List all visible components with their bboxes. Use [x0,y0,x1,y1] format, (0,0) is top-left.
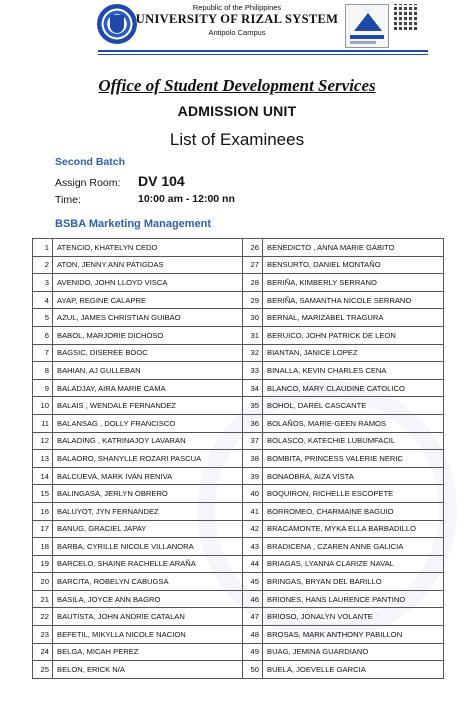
table-row [33,239,444,257]
examinee-name-right: BUELA, JOEVELLE GARCIA [263,661,444,679]
row-number-right: 33 [243,362,263,380]
row-number-right: 32 [243,344,263,362]
row-number-right: 43 [243,538,263,556]
examinee-name-left: BABOL, MARJORIE DICHOSO [53,326,243,344]
examinee-name-right: BONAOBRA, AIZA VISTA [263,467,444,485]
table-row [33,362,444,380]
row-number-left: 3 [33,274,53,292]
row-number-right: 45 [243,573,263,591]
row-number-left: 2 [33,256,53,274]
row-number-right: 49 [243,643,263,661]
university-name: UNIVERSITY OF RIZAL SYSTEM [135,12,339,26]
examinee-name-right: BERNAL, MARIZABEL TRAGURA [263,309,444,327]
row-number-right: 31 [243,326,263,344]
examinee-name-left: BARCITA, ROBELYN CABUGSA [53,573,243,591]
examinee-name-left: BASILA, JOYCE ANN BAGRO [53,590,243,608]
examinee-name-right: BROSAS, MARK ANTHONY PABILLON [263,626,444,644]
row-number-right: 39 [243,467,263,485]
examinee-name-left: BANUG, GRACIEL JAPAY [53,520,243,538]
examinee-name-right: BRINGAS, BRYAN DEL BARILLO [263,573,444,591]
row-number-right: 42 [243,520,263,538]
examinee-name-right: BIANTAN, JANICE LOPEZ [263,344,444,362]
row-number-left: 25 [33,661,53,679]
row-number-right: 30 [243,309,263,327]
examinee-name-right: BOLASCO, KATECHIE LUBUMFACIL [263,432,444,450]
examinee-name-right: BOLAÑOS, MARIE-GEEN RAMOS [263,414,444,432]
assign-room-label: Assign Room: [55,177,121,189]
letterhead [0,0,474,72]
examinee-name-left: BARBA, CYRILLE NICOLE VILLANORA [53,538,243,556]
examinee-name-left: BAHIAN, AJ GULLEBAN [53,362,243,380]
examinee-name-left: AZUL, JAMES CHRISTIAN GUIBAO [53,309,243,327]
table-row [33,502,444,520]
table-row [33,626,444,644]
examinee-name-right: BENEDICTO , ANNA MARIE GABITO [263,239,444,257]
examinee-name-left: ATENCIO, KHATELYN CEDO [53,239,243,257]
row-number-left: 17 [33,520,53,538]
table-row [33,467,444,485]
cert-bar [350,35,384,39]
row-number-left: 11 [33,414,53,432]
office-title: Office of Student Development Services [98,76,376,95]
examinee-name-left: BALUYOT, JYN FERNANDEZ [53,502,243,520]
examinee-name-left: BALAIS , WENDALE FERNANDEZ [53,397,243,415]
examinee-name-left: BALAOING , KATRINAJOY LAVARAN [53,432,243,450]
header-rule [98,50,428,52]
row-number-right: 29 [243,291,263,309]
examinee-name-right: BUAG, JEMINA GUARDIANO [263,643,444,661]
table-row [33,485,444,503]
table-row [33,450,444,468]
table-row [33,520,444,538]
time-label: Time: [55,194,81,206]
row-number-right: 38 [243,450,263,468]
certification-badge-logo [345,4,389,48]
republic-label: Republic of the Philippines [192,3,282,12]
examinee-name-left: AYAP, REGINE CALAPRE [53,291,243,309]
examinee-name-right: BOQUIRON, RICHELLE ESCOPETE [263,485,444,503]
batch-label: Second Batch [55,156,126,168]
row-number-right: 28 [243,274,263,292]
examinee-name-left: BAUTISTA, JOHN ANDRIE CATALAN [53,608,243,626]
table-row [33,538,444,556]
campus-name: Antipolo Campus [208,28,266,37]
examinee-name-left: BALADJAY, AIRA MARIE CAMA [53,379,243,397]
examinee-name-right: BOHOL, DAREL CASCANTE [263,397,444,415]
row-number-right: 46 [243,590,263,608]
table-row [33,274,444,292]
table-row [33,326,444,344]
table-row [33,344,444,362]
table-row [33,291,444,309]
table-row [33,661,444,679]
assign-room-value: DV 104 [138,173,185,189]
row-number-left: 7 [33,344,53,362]
examinee-name-right: BERIÑA, SAMANTHA NICOLE SERRANO [263,291,444,309]
examinee-name-right: BRIONES, HANS LAURENCE PANTINO [263,590,444,608]
examinee-name-left: BAGSIC, DISEREE BOOC [53,344,243,362]
row-number-left: 4 [33,291,53,309]
examinees-table [32,238,444,679]
table-row [33,432,444,450]
examinee-name-left: BEFETIL, MIKYLLA NICOLE NACION [53,626,243,644]
table-row [33,309,444,327]
table-row [33,555,444,573]
row-number-right: 44 [243,555,263,573]
examinees-table-body [33,239,444,679]
examinee-name-left: BALINGASA, JERLYN OBRERO [53,485,243,503]
examinee-name-left: AVENIDO, JOHN LLOYD VISCA [53,274,243,292]
table-row [33,379,444,397]
program-name: BSBA Marketing Management [55,218,212,230]
row-number-left: 16 [33,502,53,520]
row-number-right: 50 [243,661,263,679]
table-row [33,643,444,661]
table-row [33,590,444,608]
cert-bar-secondary [350,41,376,44]
examinee-name-right: BORROMEO, CHARMAINE BAGUIO [263,502,444,520]
row-number-left: 9 [33,379,53,397]
row-number-left: 6 [33,326,53,344]
row-number-left: 14 [33,467,53,485]
table-row [33,573,444,591]
row-number-right: 27 [243,256,263,274]
examinee-name-right: BRACAMONTE, MYKA ELLA BARBADILLO [263,520,444,538]
row-number-left: 8 [33,362,53,380]
row-number-right: 48 [243,626,263,644]
examinee-name-left: BALANSAG , DOLLY FRANCISCO [53,414,243,432]
row-number-left: 24 [33,643,53,661]
examinee-name-left: BALCUEVA, MARK IVAN RENIVA [53,467,243,485]
row-number-left: 18 [33,538,53,556]
row-number-left: 5 [33,309,53,327]
examinee-name-left: ATON, JENNY ANN PATIGDAS [53,256,243,274]
table-row [33,608,444,626]
examinee-name-right: BINALLA, KEVIN CHARLES CENA [263,362,444,380]
examinee-name-right: BOMBITA, PRINCESS VALERIE NERIC [263,450,444,468]
row-number-right: 35 [243,397,263,415]
examinee-name-left: BARCELO, SHAINE RACHELLE ARAÑA [53,555,243,573]
examinee-name-left: BELGA, MICAH PEREZ [53,643,243,661]
row-number-left: 19 [33,555,53,573]
row-number-left: 1 [33,239,53,257]
row-number-left: 20 [33,573,53,591]
time-value: 10:00 am - 12:00 nn [138,193,235,205]
examinee-name-right: BRADICENA , CZAREN ANNE GALICIA [263,538,444,556]
examinee-name-right: BERIÑA, KIMBERLY SERRANO [263,274,444,292]
examinee-name-right: BERUICO, JOHN PATRICK DE LEON [263,326,444,344]
page-title: List of Examinees [169,130,305,149]
examinee-name-left: BELON, ERICK N/A [53,661,243,679]
examinee-name-right: BENSURTO, DANIEL MONTAÑO [263,256,444,274]
unit-title: ADMISSION UNIT [177,103,297,119]
row-number-left: 23 [33,626,53,644]
examinee-name-right: BLANCO, MARY CLAUDINE CATOLICO [263,379,444,397]
row-number-right: 41 [243,502,263,520]
row-number-right: 36 [243,414,263,432]
row-number-right: 26 [243,239,263,257]
examinee-name-right: BRIAGAS, LYANNA CLARIZE NAVAL [263,555,444,573]
qr-code-icon [394,4,418,30]
row-number-left: 10 [33,397,53,415]
row-number-right: 40 [243,485,263,503]
row-number-left: 12 [33,432,53,450]
row-number-right: 47 [243,608,263,626]
examinee-name-left: BALAORO, SHANYLLE ROZARI PASCUA [53,450,243,468]
cert-triangle-mark [354,13,382,31]
header-rule-thin [98,54,428,55]
table-row [33,397,444,415]
row-number-left: 15 [33,485,53,503]
row-number-right: 34 [243,379,263,397]
row-number-left: 21 [33,590,53,608]
row-number-right: 37 [243,432,263,450]
examinee-name-right: BRIOSO, JONALYN VOLANTE [263,608,444,626]
row-number-left: 13 [33,450,53,468]
row-number-left: 22 [33,608,53,626]
table-row [33,256,444,274]
table-row [33,414,444,432]
